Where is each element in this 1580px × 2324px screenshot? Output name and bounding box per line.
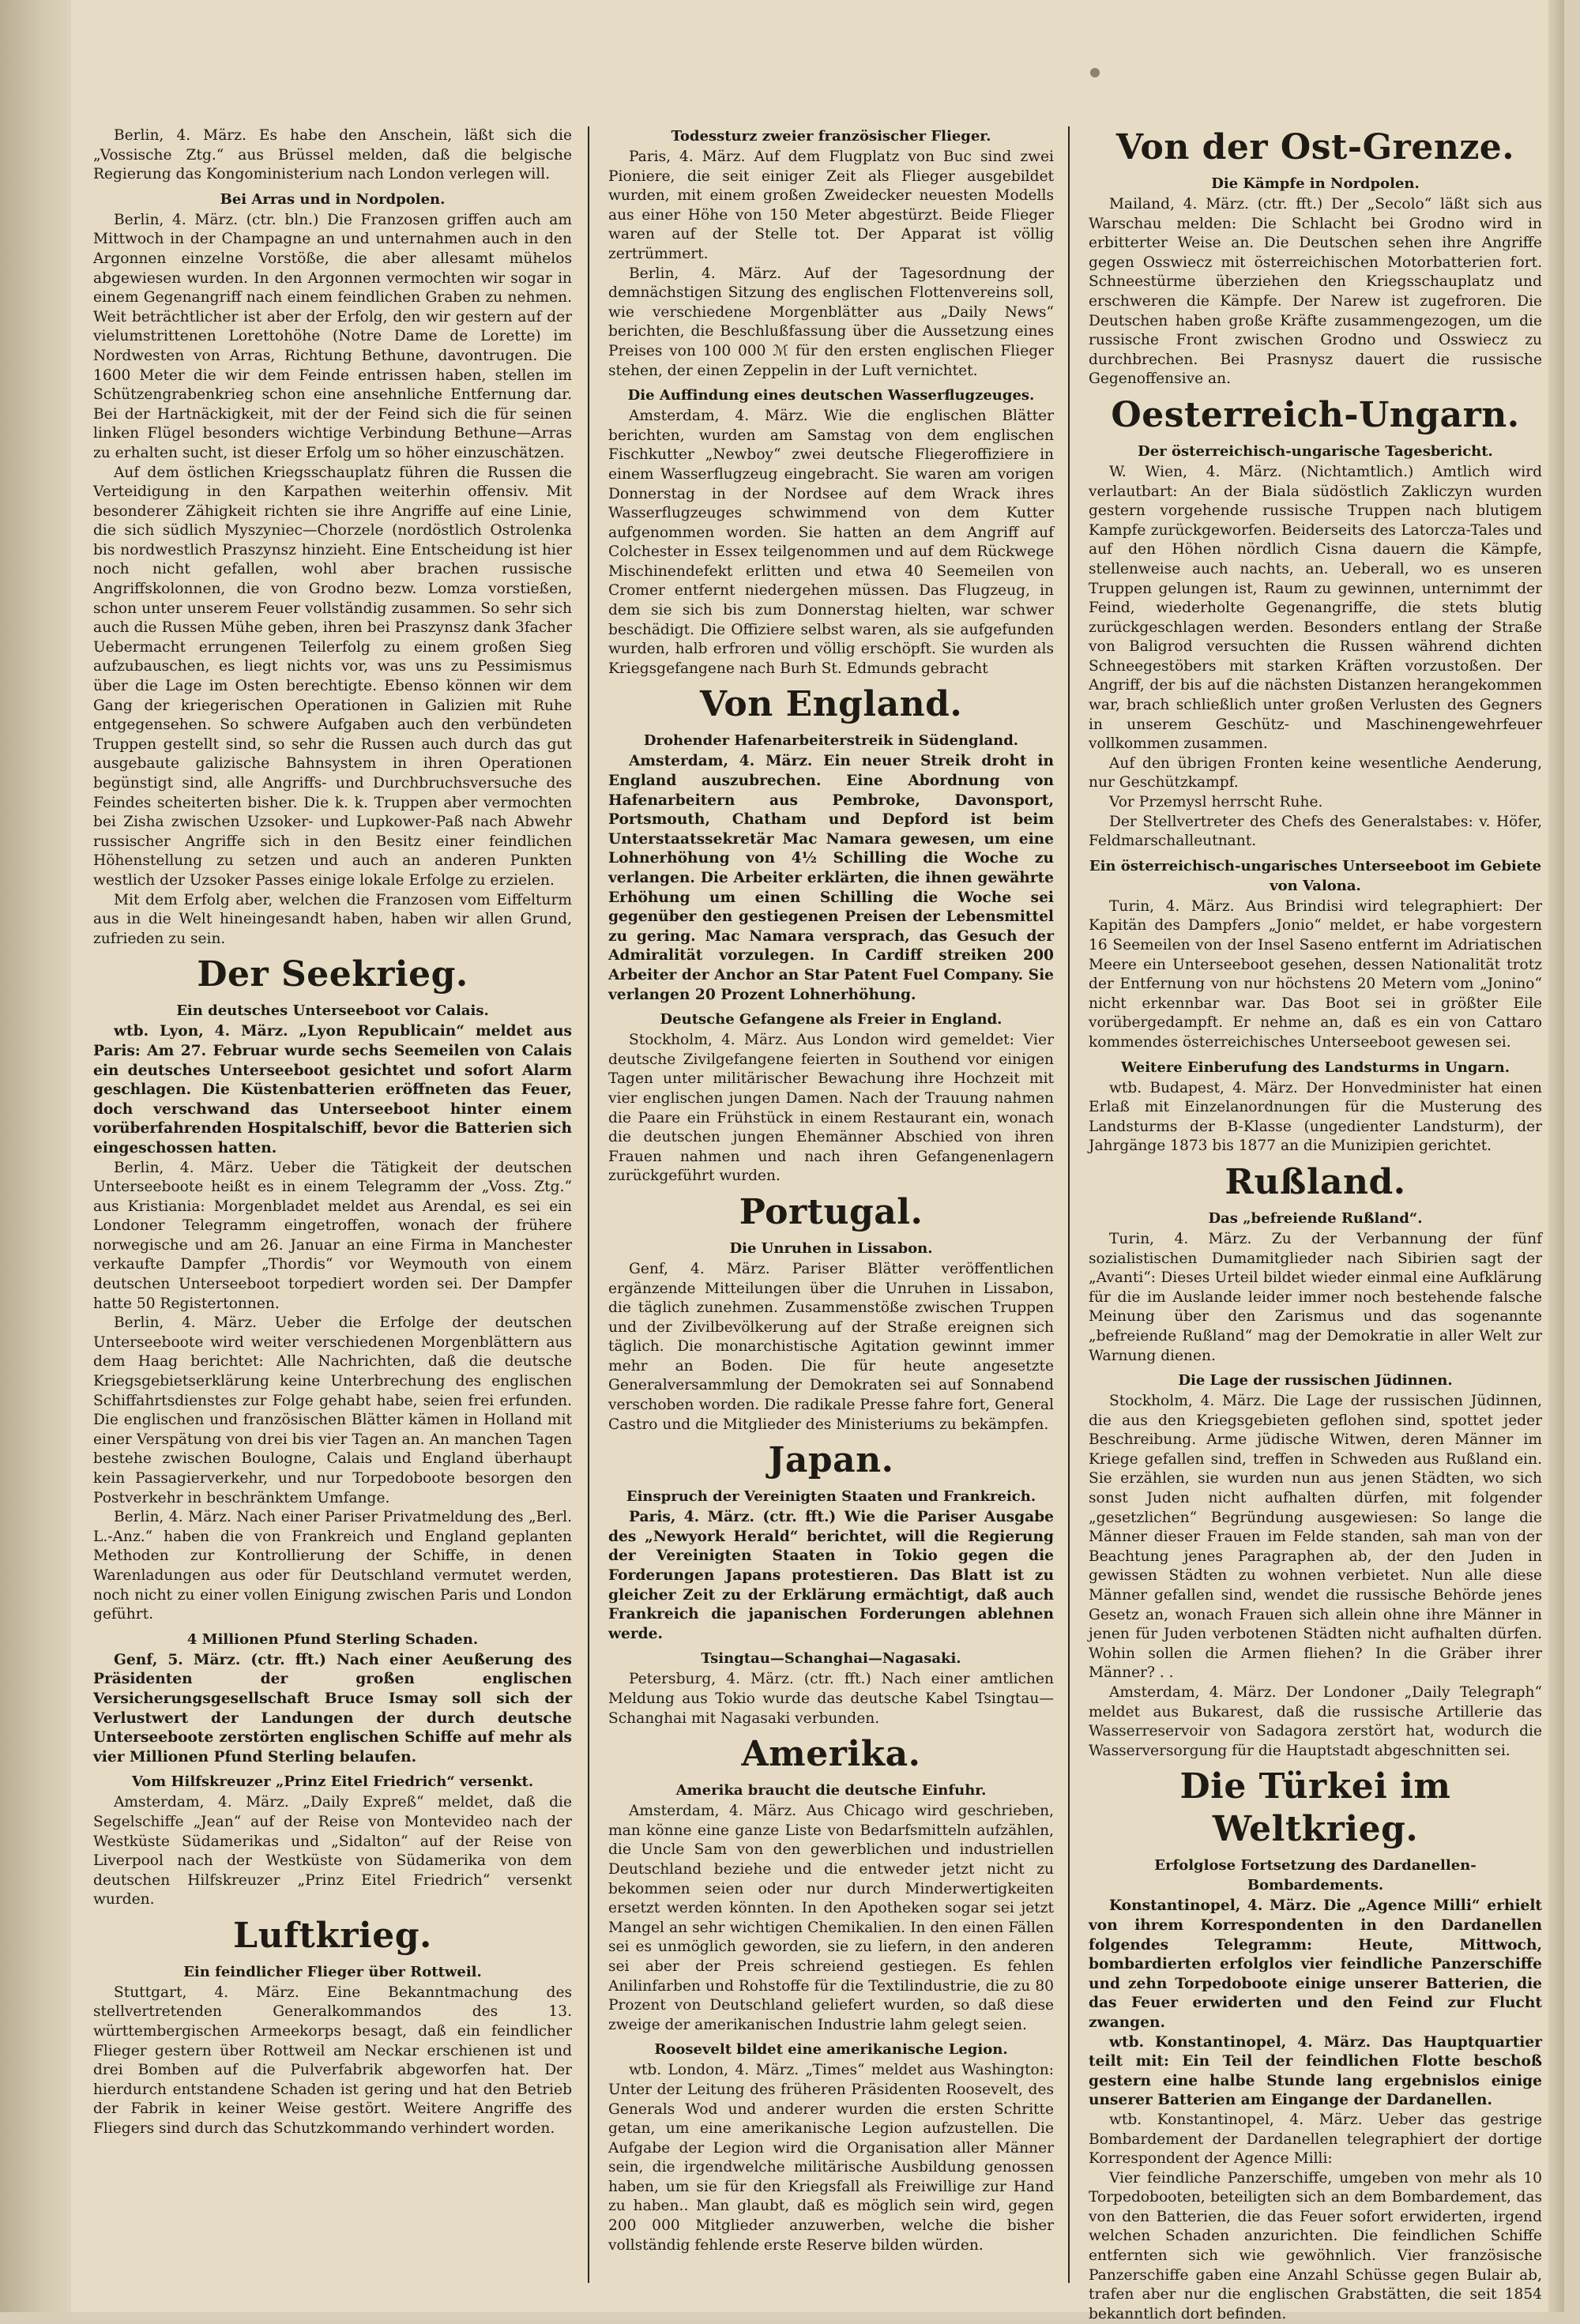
article-subheading: Einspruch der Vereinigten Staaten und Frankreich.: [626, 1488, 1036, 1506]
article-paragraph: Amsterdam, 4. März. „Daily Expreß“ meldet, daß die Segelschiffe „Jean“ auf der Reise von Montevideo nach der Westküste Südamerikas und „Sidalton“ auf der Reise von Liverpool nach der Westküste von Südamerika von dem deutschen Hilfskreuzer „Prinz Eitel Friedrich“ versenkt wurden.: [93, 1794, 572, 1908]
article-paragraph: Stockholm, 4. März. Aus London wird gemeldet: Vier deutsche Zivilgefangene feierten in Southend vor einigen Tagen unter militärischer Bewachung ihre Hochzeit mit vier englischen jungen Damen. Nach der Trauung nahmen die Paare ein Frühstück in einem Restaurant ein, wonach die deutschen jungen Ehemänner Abschied von ihren Frauen nahmen und nach ihren Gefangenenlagern zurückgeführt wurden.: [608, 1032, 1054, 1185]
article-subheading: Ein feindlicher Flieger über Rottweil.: [183, 1963, 482, 1980]
article-subheading: Das „befreiende Rußland“.: [1208, 1209, 1423, 1227]
article-subheading: Deutsche Gefangene als Freier in England.: [660, 1011, 1003, 1029]
article-paragraph: Vor Przemysl herrscht Ruhe.: [1109, 794, 1323, 811]
column-rule-1: [588, 126, 589, 2283]
column-2: [608, 126, 1054, 2275]
article-subheading: Die Kämpfe in Nordpolen.: [1211, 175, 1420, 192]
article-subheading: Todessturz zweier französischer Flieger.: [671, 128, 991, 145]
page-edge: [1548, 0, 1564, 2312]
article-paragraph: Amsterdam, 4. März. Aus Chicago wird geschrieben, man könne eine ganze Liste von Bedarfsmitteln aufzählen, die Uncle Sam von den gewerblichen und industriellen Deutschland beziehe und die entweder jetzt nicht zu bekommen seien oder nur durch Minderwertigkeiten ersetzt werden könnten. In den Apotheken sogar sei jetzt Mangel an sehr wichtigen Chemikalien. In den einen Fällen sei es unmöglich geworden, sie zu liefern, in den anderen sei aber der Preis schreiend gestiegen. Es fehlen Anilinfarben und Rohstoffe für die Textilindustrie, die zu 80 Prozent von Deutschland geliefert wurden, so daß diese zweige der amerikanischen Industrie lahm gelegt seien.: [608, 1803, 1054, 2033]
punch-hole: [1090, 68, 1100, 77]
article-paragraph: Petersburg, 4. März. (ctr. fft.) Nach einer amtlichen Meldung aus Tokio wurde das deutsche Kabel Tsingtau—Schanghai mit Nagasaki verbunden.: [608, 1671, 1054, 1727]
article-paragraph: Stockholm, 4. März. Die Lage der russischen Jüdinnen, die aus den Kriegsgebieten geflohen sind, spottet jeder Beschreibung. Arme jüdische Witwen, deren Männer im Kriege gefallen sind, treffen in Schweden aus Rußland ein. Sie erzählen, sie wurden nun aus jenen Städten, wo sich sonst Juden nicht aufhalten dürfen, mit folgender „gesetzlichen“ Begründung ausgewiesen: So lange die Männer dieser Frauen im Felde standen, sah man von der Beachtung jenes Paragraphen ab, der den Juden in gewissen Städten zu wohnen verbietet. Nun alle diese Männer gefallen sind, wendet die russische Behörde jenes Gesetz an, wonach Frauen sich allein ohne ihre Männer in jenen für Juden verbotenen Städten nicht aufhalten dürfen. Wohin sollen die Armen fliehen? In die Gräber ihrer Männer? . .: [1089, 1393, 1542, 1682]
article-subheading: Erfolglose Fortsetzung des Dardanellen-Bombardements.: [1154, 1857, 1477, 1894]
article-paragraph: Berlin, 4. März. Nach einer Pariser Privatmeldung des „Berl. L.-Anz.“ haben die von Frankreich und England geplanten Methoden zur Kontrollierung der Schiffe, in denen Warenladungen aus oder für Deutschland vermutet werden, noch nicht zu einer vollen Einigung zwischen Paris und London geführt.: [93, 1509, 572, 1623]
article-paragraph: Turin, 4. März. Aus Brindisi wird telegraphiert: Der Kapitän des Dampfers „Jonio“ meldet, er habe vorgestern 16 Seemeilen von der Insel Saseno entfernt im Adriatischen Meere ein Unterseeboot gesehen, dessen Nationalität trotz der Entfernung von nur höchstens 20 Metern vom „Jonino“ nicht erkennbar war. Das Boot sei in größter Eile vorübergedampft. Er nehme an, daß es ein von Cattaro kommendes österreichisches Unterseeboot gewesen sei.: [1089, 897, 1542, 1051]
section-heading: Amerika.: [741, 1734, 921, 1775]
article-paragraph: Genf, 4. März. Pariser Blätter veröffentlichen ergänzende Mitteilungen über die Unruhen in Lissabon, die täglich zunehmen. Zusammenstöße zwischen Truppen und der Zivilbevölkerung auf der Straße ereignen sich täglich. Die monarchistische Agitation gewinnt immer mehr an Boden. Die für heute angesetzte Generalversammlung der Demokraten sei auf Sonnabend verschoben worden. Die radikale Presse fahre fort, General Castro und die Mitglieder des Ministeriums zu bekämpfen.: [608, 1260, 1054, 1433]
article-paragraph: Turin, 4. März. Zu der Verbannung der fünf sozialistischen Dumamitglieder nach Sibirien sagt der „Avanti“: Dieses Urteil bildet wieder einmal eine Aufklärung für die im Auslande leider immer noch bestehende falsche Meinung über den Zarismus und das sogenannte „befreiende Rußland“ mag der Demokratie in aller Welt zur Warnung dienen.: [1089, 1230, 1542, 1364]
section-heading: Von England.: [699, 684, 963, 725]
section-heading: Von der Ost-Grenze.: [1115, 127, 1515, 167]
column-1: [93, 126, 572, 2275]
section-heading: Rußland.: [1224, 1161, 1406, 1202]
section-heading: Oesterreich-Ungarn.: [1111, 394, 1520, 435]
article-paragraph: wtb. Lyon, 4. März. „Lyon Republicain“ meldet aus Paris: Am 27. Februar wurde sechs Seemeilen von Calais ein deutsches Unterseeboot gesichtet und sofort Alarm geschlagen. Die Küstenbatterien eröffneten das Feuer, doch verschwand das Unterseeboot hinter einem vorüberfahrenden Hospitalschiff, bevor die Batterien sich eingeschossen hatten.: [93, 1023, 572, 1156]
article-paragraph: Mailand, 4. März. (ctr. fft.) Der „Secolo“ läßt sich aus Warschau melden: Die Schlacht bei Grodno wird in erbitterter Weise an. Die Deutschen sehen ihre Angriffe gegen Osswiecz mit österreichischen Motorbatterien fort. Schneestürme überziehen den Kriegsschauplatz und erschweren die Kämpfe. Der Narew ist zugefroren. Die Deutschen haben große Kräfte zusammengezogen, um die russische Front zwischen Grodno und Osswiecz zu durchbrechen. Bei Prasnysz dauert die russische Gegenoffensive an.: [1089, 196, 1542, 388]
column-3: [1089, 126, 1542, 2322]
article-paragraph: Amsterdam, 4. März. Der Londoner „Daily Telegraph“ meldet aus Bukarest, daß die russische Artillerie das Wasserreservoir von Sadagora zerstört hat, wodurch die Wasserversorgung für die Hauptstadt abgeschnitten sei.: [1089, 1684, 1542, 1759]
article-subheading: Die Auffindung eines deutschen Wasserflugzeuges.: [627, 387, 1035, 404]
article-paragraph: W. Wien, 4. März. (Nichtamtlich.) Amtlich wird verlautbart: An der Biala südöstlich Zakliczyn wurden gestern vorgehende russische Truppen nach blutigem Kampfe zurückgeworfen. Beiderseits des Latorcza-Tales und auf den Höhen nördlich Cisna dauern die Kämpfe, stellenweise auch nachts, an. Ueberall, wo es unseren Truppen gelungen ist, Raum zu gewinnen, unternimmt der Feind, wiederholte Gegenangriffe, die stets blutig zurückgeschlagen werden. Besonders entlang der Straße von Baligrod versuchten die Russen während dichten Schneegestöbers mit starken Kräften vorzustoßen. Der Angriff, der bis auf die nächsten Distanzen herangekommen war, brach schließlich unter großen Verlusten des Gegners in unserem Geschütz- und Maschinengewehrfeuer vollkommen zusammen.: [1089, 463, 1542, 753]
article-subheading: Ein deutsches Unterseeboot vor Calais.: [176, 1002, 489, 1020]
article-subheading: Roosevelt bildet eine amerikanische Legion.: [654, 2041, 1008, 2059]
section-heading: Die Türkei im Weltkrieg.: [1179, 1766, 1451, 1850]
article-paragraph: wtb. Konstantinopel, 4. März. Das Hauptquartier teilt mit: Ein Teil der feindlichen Flotte beschoß gestern eine halbe Stunde lang ergebnislos einige unserer Batterien am Eingange der Dardanellen.: [1089, 2033, 1542, 2109]
article-paragraph: Konstantinopel, 4. März. Die „Agence Milli“ erhielt von ihrem Korrespondenten in den Dardanellen folgendes Telegramm: Heute, Mittwoch, bombardierten erfolglos vier feindliche Panzerschiffe und zehn Torpedoboote einige unserer Batterien, die das Feuer erwiderten und den Feind zur Flucht zwangen.: [1089, 1897, 1542, 2031]
section-heading: Der Seekrieg.: [197, 954, 468, 995]
article-subheading: Drohender Hafenarbeiterstreik in Südengland.: [643, 732, 1019, 750]
article-subheading: Die Unruhen in Lissabon.: [729, 1239, 933, 1257]
article-paragraph: Berlin, 4. März. Es habe den Anschein, läßt sich die „Vossische Ztg.“ aus Brüssel melden, daß die belgische Regierung das Kongoministerium nach London verlegen will.: [93, 127, 572, 183]
section-heading: Japan.: [768, 1440, 894, 1481]
article-subheading: Amerika braucht die deutsche Einfuhr.: [675, 1782, 987, 1799]
article-paragraph: Amsterdam, 4. März. Wie die englischen Blätter berichten, wurden am Samstag von dem englischen Fischkutter „Newboy“ zwei deutsche Fliegeroffiziere in einem Wasserflugzeug eingebracht. Sie waren am vorigen Donnerstag in der Nordsee auf dem Wrack ihres Wasserflugzeuges schwimmend von dem Kutter aufgenommen worden. Sie hatten an dem Angriff auf Colchester in Essex teilgenommen und auf dem Rückwege Mischinendefekt erlitten und etwa 40 Seemeilen von Cromer entfernt niedergehen müssen. Das Flugzeug, in dem sie sich bis zum Donnerstag hielten, war schwer beschädigt. Die Offiziere selbst waren, als sie aufgefunden wurden, halb erfroren und völlig erschöpft. Sie wurden als Kriegsgefangene nach Burh St. Edmunds gebracht: [608, 408, 1054, 677]
article-paragraph: Vier feindliche Panzerschiffe, umgeben von mehr als 10 Torpedobooten, beteiligten sich an dem Bombardement, das von den Batterien, die das Feuer sofort erwiderten, irgend welchen Schaden anzurichten. Die feindlichen Schiffe entfernten sich wie gewöhnlich. Vier französische Panzerschiffe gaben eine Anzahl Schüsse gegen Bulair ab, trafen aber nur die englischen Grabstätten, die seit 1854 bekanntlich dort befinden.: [1089, 2169, 1542, 2322]
article-paragraph: Amsterdam, 4. März. Ein neuer Streik droht in England auszubrechen. Eine Abordnung von Hafenarbeitern aus Pembroke, Davonsport, Portsmouth, Chatham und Depford ist beim Unterstaatssekretär Mac Namara gewesen, um eine Lohnerhöhung von 4½ Schilling die Woche zu verlangen. Die Arbeiter erklärten, die ihnen gewährte Erhöhung um einen Schilling die Woche sei gegenüber den gestiegenen Preisen der Lebensmittel zu gering. Mac Namara versprach, das Gesuch der Admiralität vorzulegen. In Cardiff streiken 200 Arbeiter der Anchor an Star Patent Fuel Company. Sie verlangen 20 Prozent Lohnerhöhung.: [608, 753, 1054, 1003]
article-paragraph: Stuttgart, 4. März. Eine Bekanntmachung des stellvertretenden Generalkommandos des 13. württembergischen Armeekorps besagt, daß ein feindlicher Flieger gestern über Rottweil am Neckar erschienen ist und drei Bomben auf die Pulverfabrik abgeworfen hat. Der hierdurch entstandene Schaden ist gering und hat den Betrieb der Fabrik in keiner Weise gestört. Weitere Angriffe des Fliegers sind durch das Schutzkommando verhindert worden.: [93, 1984, 572, 2138]
article-subheading: Bei Arras und in Nordpolen.: [220, 190, 446, 208]
column-rule-2: [1068, 126, 1070, 2283]
page-binding: [0, 0, 71, 2312]
article-paragraph: Berlin, 4. März. Ueber die Erfolge der deutschen Unterseeboote wird weiter verschiedenen Morgenblättern aus dem Haag berichtet: Alle Nachrichten, daß die deutsche Kriegsgebietserklärung keine Unterbrechung des englischen Schiffahrtsdienstes zur Folge gehabt habe, seien frei erfunden. Die englischen und französischen Blätter kämen in Holland mit einer Verspätung von drei bis vier Tagen an. An manchen Tagen bestehe zwischen Boulogne, Calais und England überhaupt kein Passagierverkehr, und nur Torpedoboote besorgen den Postverkehr in beschränktem Umfange.: [93, 1314, 572, 1506]
article-paragraph: Berlin, 4. März. Ueber die Tätigkeit der deutschen Unterseeboote heißt es in einem Telegramm der „Voss. Ztg.“ aus Kristiania: Morgenbladet meldet aus Arendal, es sei ein Londoner Telegramm eingetroffen, wonach der frühere norwegische und am 26. Januar an eine Firma in Manchester verkaufte Dampfer „Thordis“ vor Weymouth von einem deutschen Unterseeboot torpediert worden sei. Der Dampfer hatte 50 Registertonnen.: [93, 1159, 572, 1312]
article-subheading: Die Lage der russischen Jüdinnen.: [1178, 1372, 1453, 1390]
article-paragraph: Genf, 5. März. (ctr. fft.) Nach einer Aeußerung des Präsidenten der großen englischen Versicherungsgesellschaft Bruce Ismay soll sich der Verlustwert der Landungen der durch deutsche Unterseeboote zerstörten englischen Schiffe auf mehr als vier Millionen Pfund Sterling belaufen.: [93, 1651, 572, 1766]
article-paragraph: Paris, 4. März. (ctr. fft.) Wie die Pariser Ausgabe des „Newyork Herald“ berichtet, will die Regierung der Vereinigten Staaten in Tokio gegen die Forderungen Japans protestieren. Das Blatt ist zu gleicher Zeit zu der Erklärung ermächtigt, daß auch Frankreich die japanischen Forderungen ablehnen werde.: [608, 1509, 1054, 1642]
article-paragraph: Mit dem Erfolg aber, welchen die Franzosen vom Eiffelturm aus in die Welt hineingesandt haben, haben wir allen Grund, zufrieden zu sein.: [93, 891, 572, 947]
article-paragraph: Berlin, 4. März. (ctr. bln.) Die Franzosen griffen auch am Mittwoch in der Champagne an und unternahmen auch in den Argonnen einzelne Vorstöße, die aber allesamt mühelos abgewiesen wurden. In den Argonnen vermochten wir sogar in einem Gegenangriff nach einem feindlichen Graben zu nehmen. Weit beträchtlicher ist aber der Erfolg, den wir gestern auf der vielumstrittenen Lorettohöhe (Notre Dame de Lorette) im Nordwesten von Arras, Richtung Bethune, davontrugen. Die 1600 Meter die wir dem Feinde entrissen haben, stellen im Schützengrabenkrieg schon eine ansehnliche Entfernung dar. Bei der Hartnäckigkeit, mit der der Feind sich die für seinen linken Flügel besonders wichtige Verbindung Bethune—Arras zu erhalten sucht, ist dieser Erfolg um so höher einzuschätzen.: [93, 211, 572, 461]
article-paragraph: Auf dem östlichen Kriegsschauplatz führen die Russen die Verteidigung in den Karpathen weiterhin offensiv. Mit besonderer Zähigkeit richten sie ihre Angriffe auf eine Linie, die sich südlich Myszyniec—Chorzele (nordöstlich Ostrolenka bis nordwestlich Praszynsz hinzieht. Eine Entscheidung ist hier noch nicht gefallen, wohl aber brachen russische Angriffskolonnen, die von Grodno bezw. Lomza vorstießen, schon unter unserem Feuer vollständig zusammen. So sehr sich auch die Russen Mühe geben, ihren bei Praszynsz dank 3facher Uebermacht errungenen Teilerfolg zu einem großen Sieg aufzubauschen, es liegt nichts vor, was uns zu Pessimismus über die Lage im Osten berechtigte. Ebenso können wir dem Gang der kriegerischen Operationen in Galizien mit Ruhe entgegensehen. So schwere Aufgaben auch den verbündeten Truppen gestellt sind, so sehr die Russen auch durch das gut ausgebaute galizische Bahnsystem in ihren Operationen begünstigt sind, alle Angriffs- und Durchbruchsversuche des Feindes scheiterten bisher. Die k. k. Truppen aber vermochten bei Zisha zwischen Uzsoker- und Lupkower-Paß nach Abwehr russischer Angriffe sich in den Besitz einer feindlichen Höhenstellung zu setzen und auch an anderen Punkten westlich der Uzsoker Passes einige lokale Erfolge zu erzielen.: [93, 464, 572, 889]
section-heading: Portugal.: [739, 1191, 924, 1232]
article-paragraph: wtb. Budapest, 4. März. Der Honvedminister hat einen Erlaß mit Einzelanordnungen für die Musterung des Landsturms der B-Klasse (ungedienter Landsturm), der Jahrgänge 1873 bis 1877 an die Munizipien gerichtet.: [1089, 1079, 1542, 1155]
article-subheading: 4 Millionen Pfund Sterling Schaden.: [186, 1630, 479, 1648]
article-subheading: Ein österreichisch-ungarisches Unterseeboot im Gebiete von Valona.: [1089, 857, 1542, 894]
article-paragraph: Berlin, 4. März. Auf der Tagesordnung der demnächstigen Sitzung des englischen Flottenvereins soll, wie verschiedene Morgenblätter aus „Daily News“ berichten, die Beschlußfassung über die Aussetzung eines Preises von 100 000 ℳ für den ersten englischen Flieger stehen, der einen Zeppelin in der Luft vernichtet.: [608, 265, 1054, 379]
article-paragraph: Der Stellvertreter des Chefs des Generalstabes: v. Höfer, Feldmarschalleutnant.: [1089, 813, 1542, 850]
article-paragraph: wtb. London, 4. März. „Times“ meldet aus Washington: Unter der Leitung des früheren Präsidenten Roosevelt, des Generals Wod und anderer wurden die ersten Schritte getan, um eine amerikanische Legion aufzustellen. Die Aufgabe der Legion wird die Organisation aller Männer sein, die irgendwelche militärische Ausbildung genossen haben, um sie für den Kriegsfall als Freiwillige zur Hand zu haben.. Man glaubt, daß es möglich sein wird, gegen 200 000 Mitglieder anzuwerben, welche die bisher vollständig fehlende erste Reserve bilden würden.: [608, 2062, 1054, 2254]
article-paragraph: wtb. Konstantinopel, 4. März. Ueber das gestrige Bombardement der Dardanellen telegraphiert der dortige Korrespondent der Agence Milli:: [1089, 2111, 1542, 2168]
section-heading: Luftkrieg.: [233, 1915, 432, 1956]
article-paragraph: Paris, 4. März. Auf dem Flugplatz von Buc sind zwei Pioniere, die seit einiger Zeit als Flieger ausgebildet wurden, mit einem großen Zweidecker neuesten Modells aus einer Höhe von 150 Meter abgestürzt. Beide Flieger waren auf der Stelle tot. Der Apparat ist völlig zertrümmert.: [608, 149, 1054, 262]
article-subheading: Weitere Einberufung des Landsturms in Ungarn.: [1121, 1059, 1510, 1076]
article-paragraph: Auf den übrigen Fronten keine wesentliche Aenderung, nur Geschützkampf.: [1089, 754, 1542, 792]
article-subheading: Der österreichisch-ungarische Tagesbericht.: [1138, 442, 1493, 460]
article-subheading: Tsingtau—Schanghai—Nagasaki.: [701, 1650, 961, 1668]
article-subheading: Vom Hilfskreuzer „Prinz Eitel Friedrich“ versenkt.: [131, 1773, 534, 1791]
